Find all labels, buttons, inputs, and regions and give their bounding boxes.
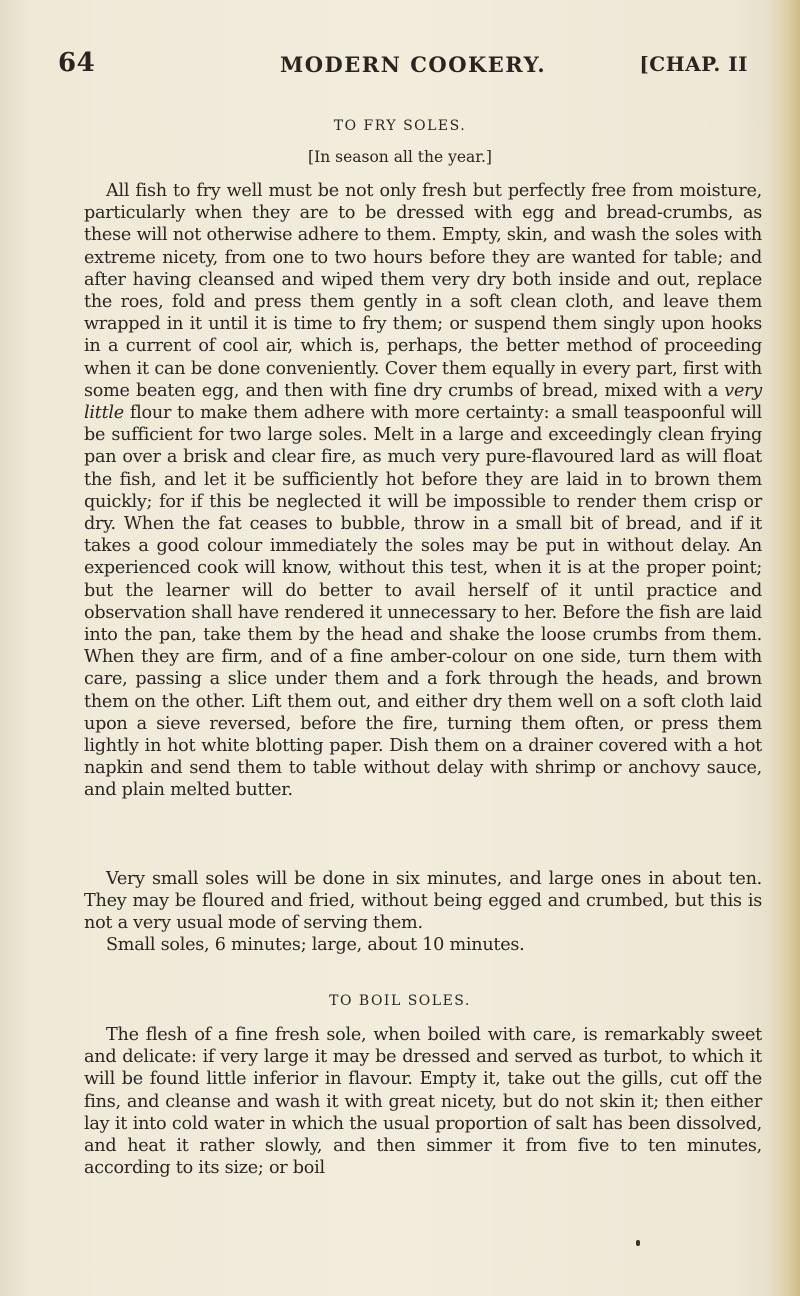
- section-title-boil-soles: TO BOIL SOLES.: [329, 993, 471, 1009]
- paragraph-boil-main: The flesh of a fine fresh sole, when boiled with care, is remarkably sweet and delicate: if very large it may be dressed and served as turbot, to which it will be found little inferior in flavour. Empty it, take out the gills, cut off the fins, and cleanse and wash it with great nicety, but do not skin it; then either lay it into cold water in which the usual proportion of salt has been dissolved, and heat it rather slowly, and then simmer it from five to ten minutes, according to its size; or boil: [84, 1025, 762, 1179]
- page-number: 64: [58, 48, 96, 78]
- page-header: [58, 48, 760, 84]
- running-head: MODERN COOKERY.: [280, 52, 547, 77]
- paragraph-fry-timing: Small soles, 6 minutes; large, about 10 minutes.: [106, 935, 525, 955]
- section-title-fry-soles: TO FRY SOLES.: [333, 118, 467, 134]
- page-edge-shadow: [770, 0, 800, 1296]
- chapter-label: [CHAP. II: [639, 52, 748, 76]
- emphasis-very-little: very little: [84, 380, 762, 424]
- paragraph-fry-main-part1: All fish to fry well must be not only fresh but perfectly free from moisture, particularly when they are to be dressed with egg and bread-crumbs, as these will not otherwise adhere to them. Empty, skin, and wash the soles with extreme nicety, from one to two hours before they are wanted for table; and after having cleansed and wiped them very dry both inside and out, replace the roes, fold and press them gently in a soft clean cloth, and leave them wrapped in it until it is time to fry them; or suspend them singly upon hooks in a current of cool air, which is, perhaps, the better method of proceeding when it can be done conveniently. Cover them equally in every part, first with some beaten egg, and then with fine dry crumbs of bread, mixed with a: [84, 181, 762, 401]
- paragraph-fry-main: [84, 180, 762, 802]
- paragraph-fry-main-part2: flour to make them adhere with more certainty: a small teaspoonful will be sufficient for two large soles. Melt in a large and exceedingly clean frying pan over a brisk and clear fire, as much very pure-flavoured lard as will float the fish, and let it be sufficiently hot before they are laid in to brown them quickly; for if this be neglected it will be impossible to render them crisp or dry. When the fat ceases to bubble, throw in a small bit of bread, and if it takes a good colour immediately the soles may be put in without delay. An experienced cook will know, without this test, when it is at the proper point; but the learner will do better to avail herself of it until practice and observation shall have rendered it unnecessary to her. Before the fish are laid into the pan, take them by the head and shake the loose crumbs from them. When they are firm, and of a fine amber-colour on one side, turn them with care, passing a slice under them and a fork through the heads, and brown them on the other. Lift them out, and either dry them well on a soft cloth laid upon a sieve reversed, before the fire, turning them often, or press them lightly in hot white blotting paper. Dish them on a drainer covered with a hot napkin and send them to table without delay with shrimp or anchovy sauce, and plain melted butter.: [84, 403, 762, 801]
- season-note: [In season all the year.]: [308, 148, 492, 166]
- ink-speck: [636, 1240, 640, 1246]
- paragraph-fry-small-soles: Very small soles will be done in six minutes, and large ones in about ten. They may be floured and fried, without being egged and crumbed, but this is not a very usual mode of serving them.: [84, 869, 762, 934]
